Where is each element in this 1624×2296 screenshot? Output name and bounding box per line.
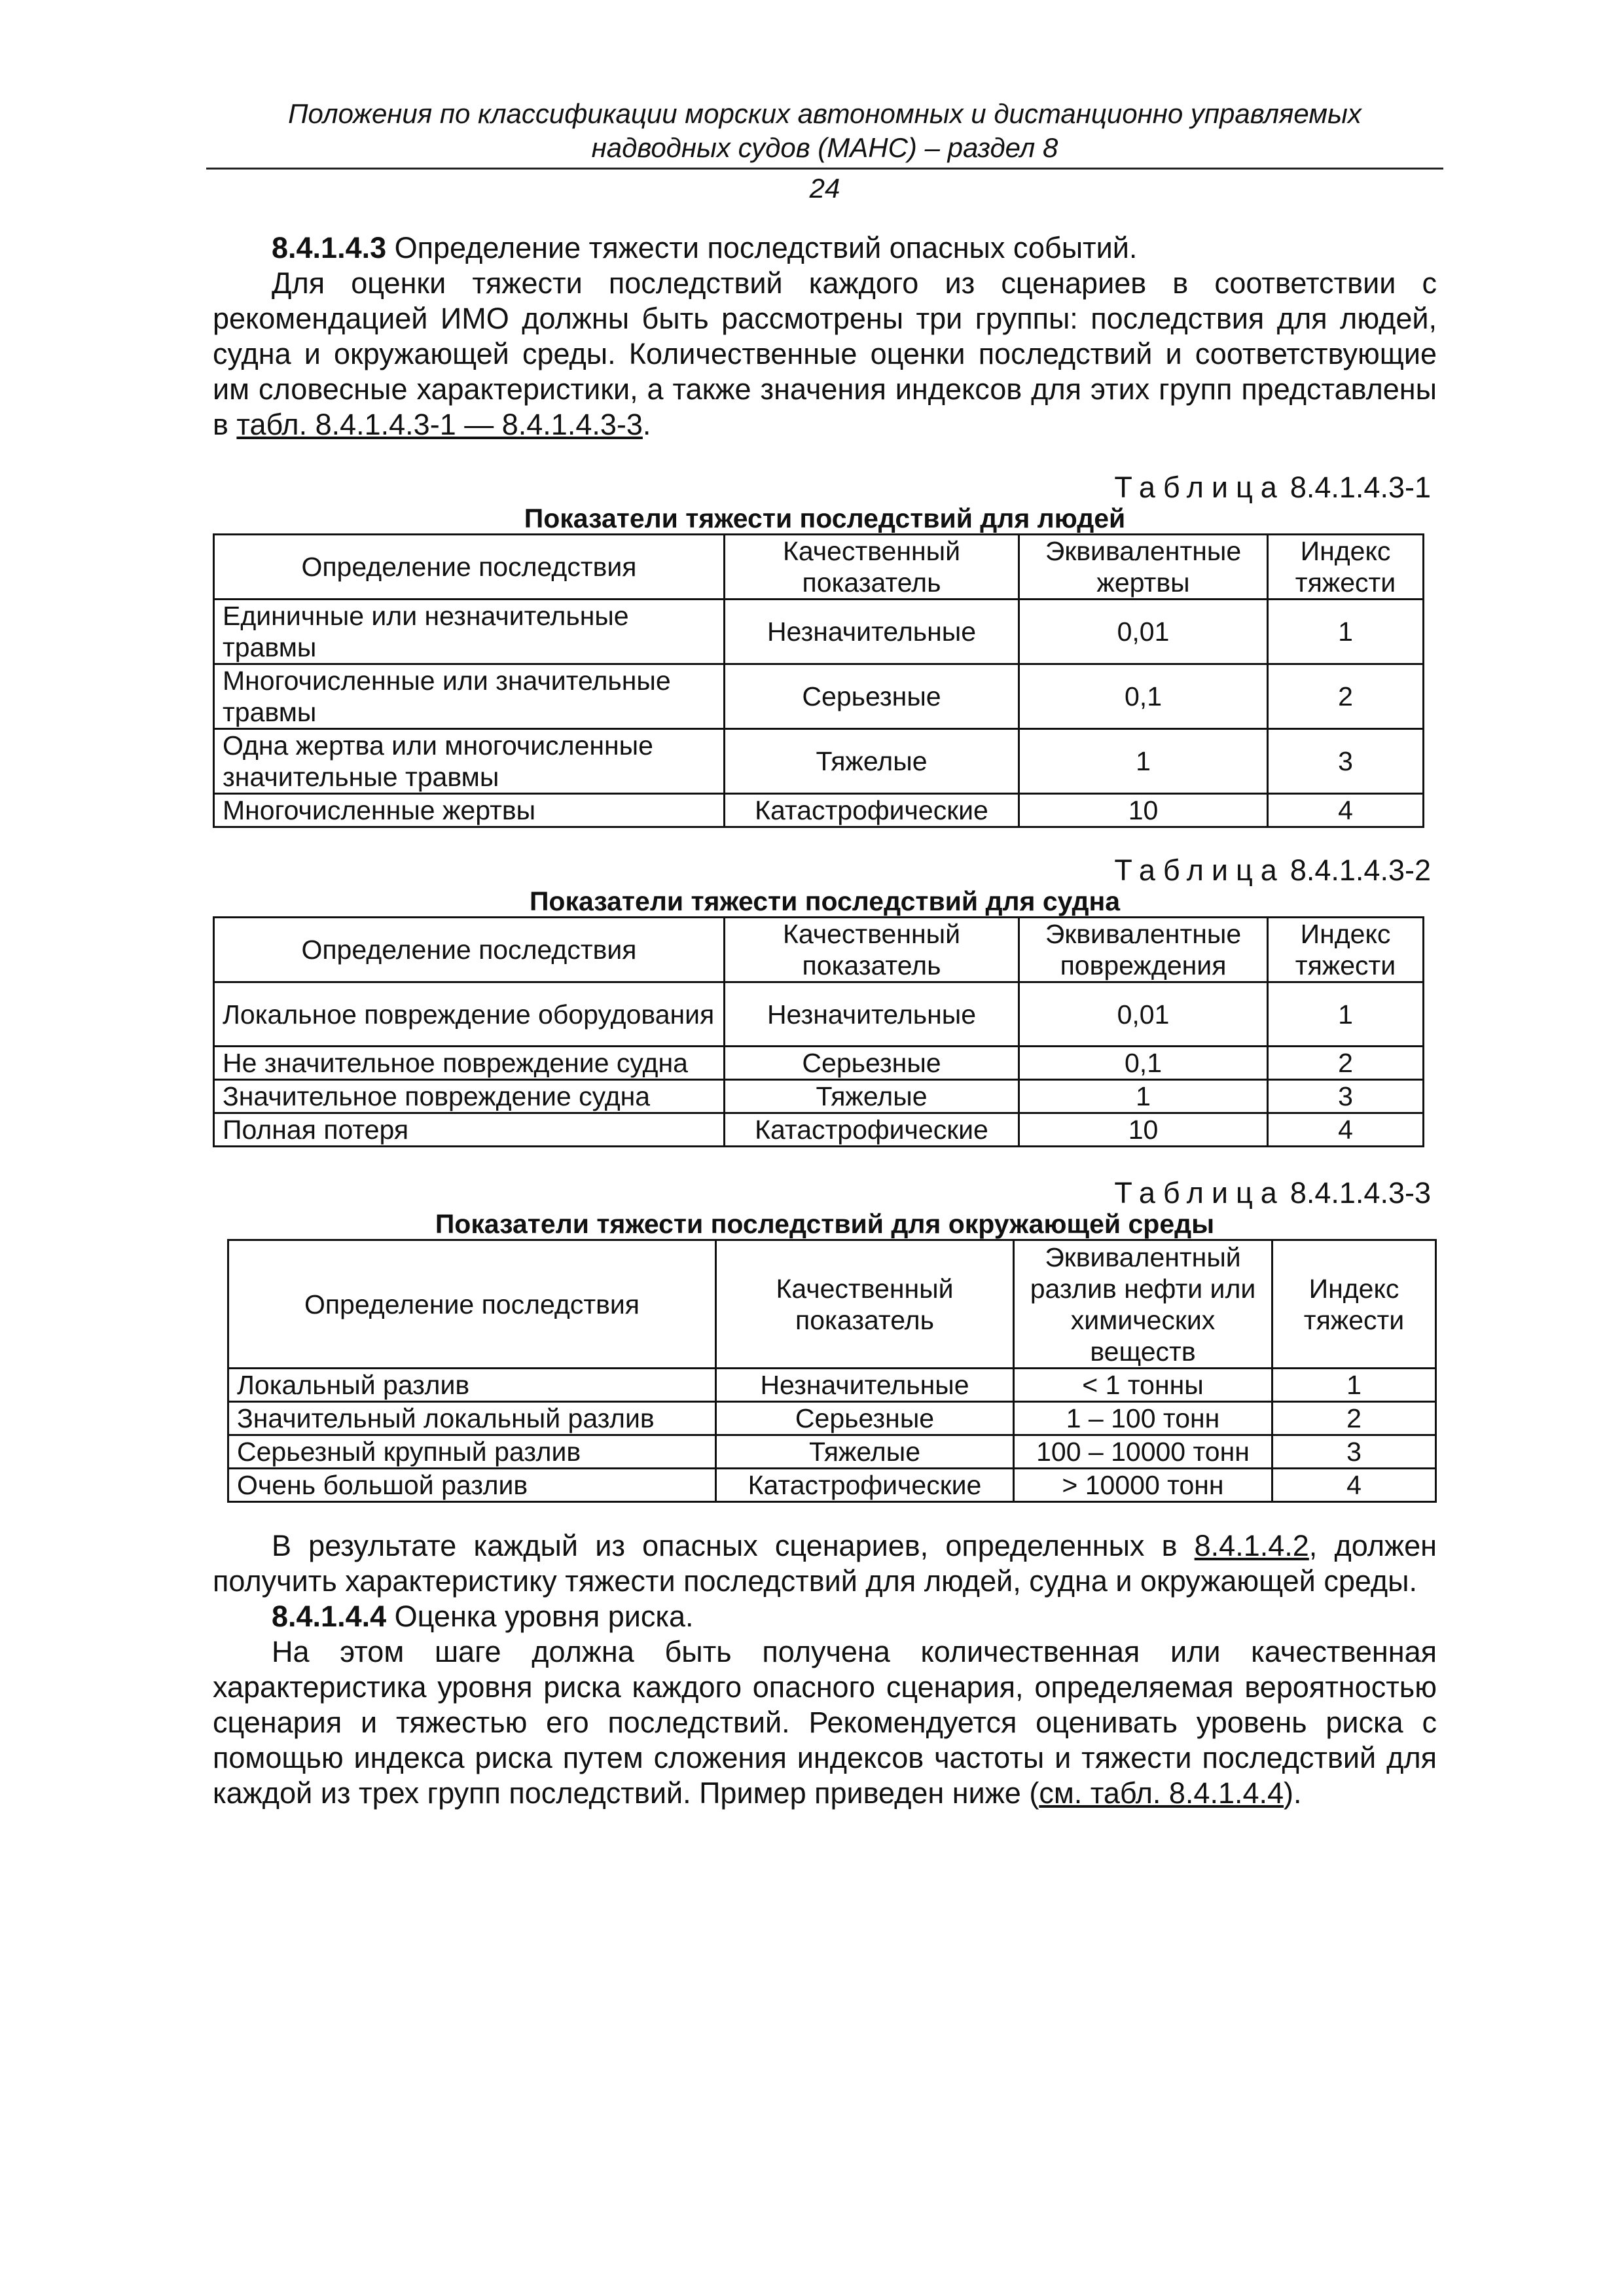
table-cell: 1 (1272, 1369, 1436, 1402)
column-header: Определение последствия (214, 918, 725, 982)
table-3-caption-number (1114, 1175, 1431, 1211)
table-cell: Серьезные (716, 1402, 1014, 1435)
result-text-after: , должен получить характеристику тяжести последствий для людей, судна и окружающей среды. (213, 1529, 1437, 1598)
table-cell: 1 (1019, 729, 1268, 794)
table-cell: Единичные или незначительные травмы (214, 600, 725, 664)
table-cell: 1 (1019, 1080, 1268, 1113)
table-cell: 1 – 100 тонн (1014, 1402, 1272, 1435)
table-cell: 0,01 (1019, 982, 1268, 1047)
table-cell: Одна жертва или многочисленные значительные травмы (214, 729, 725, 794)
table-cell: Серьезный крупный разлив (228, 1435, 716, 1469)
column-header: Качественный показатель (716, 1240, 1014, 1369)
table-cell: > 10000 тонн (1014, 1469, 1272, 1502)
section-body-end: ). (1284, 1776, 1302, 1810)
table-2-caption-number (1114, 853, 1431, 888)
table-cell: Серьезные (725, 1047, 1019, 1080)
table-cell: 3 (1268, 1080, 1424, 1113)
table-cell: 4 (1272, 1469, 1436, 1502)
table-cell: 100 – 10000 тонн (1014, 1435, 1272, 1469)
table-cell: 2 (1268, 1047, 1424, 1080)
column-header: Эквивалентные повреждения (1019, 918, 1268, 982)
table-cell: Незначительные (725, 600, 1019, 664)
column-header: Индекс тяжести (1268, 918, 1424, 982)
table-row (228, 1369, 1436, 1402)
table-cell: 3 (1268, 729, 1424, 794)
table-row (214, 729, 1424, 794)
column-header: Качественный показатель (725, 918, 1019, 982)
table-row (214, 794, 1424, 827)
table-cell: Значительный локальный разлив (228, 1402, 716, 1435)
table-label: Таблица (1114, 853, 1285, 887)
result-text-before: В результате каждый из опасных сценариев, определенных в (272, 1529, 1195, 1562)
section-heading-8-4-1-4-3 (213, 230, 1437, 266)
table-cell: Тяжелые (725, 729, 1019, 794)
table-cell: 2 (1268, 664, 1424, 729)
table-row (214, 600, 1424, 664)
section-body-text: Для оценки тяжести последствий каждого из сценариев в соответствии с рекомендацией ИМО должны быть рассмотрены три группы: последствия для людей, судна и окружающей среды. Количественные оценки последствий и соответствующие им словесные характеристики, а также значения индексов для этих групп представлены в (213, 266, 1437, 441)
table-row (228, 1402, 1436, 1435)
table-cell: < 1 тонны (1014, 1369, 1272, 1402)
table-header-row (214, 918, 1424, 982)
table-cell: 4 (1268, 1113, 1424, 1147)
table-header-row (228, 1240, 1436, 1369)
table-cell: Незначительные (725, 982, 1019, 1047)
table-1-caption-number (1114, 470, 1431, 505)
table-number: 8.4.1.4.3-1 (1290, 471, 1431, 504)
column-header: Индекс тяжести (1268, 535, 1424, 600)
section-body-8-4-1-4-4 (213, 1634, 1437, 1811)
table-reference-link[interactable]: см. табл. 8.4.1.4.4 (1039, 1776, 1284, 1810)
section-number: 8.4.1.4.4 (272, 1600, 387, 1633)
table-label: Таблица (1114, 471, 1285, 504)
column-header: Качественный показатель (725, 535, 1019, 600)
table-cell: 0,01 (1019, 600, 1268, 664)
running-header (206, 97, 1443, 165)
table-cell: Катастрофические (725, 1113, 1019, 1147)
table-cell: Локальный разлив (228, 1369, 716, 1402)
section-title: Оценка уровня риска. (386, 1600, 694, 1633)
table-1-title: Показатели тяжести последствий для людей (524, 503, 1126, 533)
header-line-1: Положения по классификации морских автономных и дистанционно управляемых (288, 98, 1362, 129)
table-cell: 10 (1019, 794, 1268, 827)
table-row (228, 1469, 1436, 1502)
header-rule (206, 168, 1443, 170)
table-cell: Тяжелые (716, 1435, 1014, 1469)
column-header: Эквивалентные жертвы (1019, 535, 1268, 600)
column-header: Определение последствия (228, 1240, 716, 1369)
table-row (214, 1047, 1424, 1080)
table-cell: Многочисленные или значительные травмы (214, 664, 725, 729)
table-cell: Многочисленные жертвы (214, 794, 725, 827)
table-cell: Не значительное повреждение судна (214, 1047, 725, 1080)
table-cell: 1 (1268, 600, 1424, 664)
table-cell: Очень большой разлив (228, 1469, 716, 1502)
result-paragraph (213, 1528, 1437, 1599)
table-cell: 4 (1268, 794, 1424, 827)
table-cell: Катастрофические (725, 794, 1019, 827)
table-cell: 0,1 (1019, 664, 1268, 729)
table-row (214, 982, 1424, 1047)
table-row (228, 1435, 1436, 1469)
table-cell: Локальное повреждение оборудования (214, 982, 725, 1047)
column-header: Эквивалентный разлив нефти или химических веществ (1014, 1240, 1272, 1369)
table-cell: 1 (1268, 982, 1424, 1047)
column-header: Определение последствия (214, 535, 725, 600)
page-number: 24 (809, 173, 840, 204)
table-cell: Катастрофические (716, 1469, 1014, 1502)
table-3-title: Показатели тяжести последствий для окружающей среды (435, 1209, 1215, 1239)
table-cell: Серьезные (725, 664, 1019, 729)
table-cell: 0,1 (1019, 1047, 1268, 1080)
table-people (213, 533, 1424, 828)
table-cell: Полная потеря (214, 1113, 725, 1147)
section-body-end: . (642, 408, 651, 441)
table-number: 8.4.1.4.3-3 (1290, 1176, 1431, 1210)
table-2-title: Показатели тяжести последствий для судна (529, 886, 1121, 916)
table-row (214, 664, 1424, 729)
table-environment (227, 1239, 1437, 1503)
table-cell: Тяжелые (725, 1080, 1019, 1113)
section-title: Определение тяжести последствий опасных событий. (386, 231, 1138, 264)
table-cell: 3 (1272, 1435, 1436, 1469)
section-number: 8.4.1.4.3 (272, 231, 387, 264)
table-cell: 2 (1272, 1402, 1436, 1435)
section-body-text: На этом шаге должна быть получена количественная или качественная характеристика уровня риска каждого опасного сценария, определяемая вероятностью сценария и тяжестью его последствий. Рекомендуется оценивать уровень риска с помощью индекса риска путем сложения индексов частоты и тяжести последствий для каждой из трех групп последствий. Пример приведен ниже ( (213, 1635, 1437, 1810)
table-row (214, 1113, 1424, 1147)
table-number: 8.4.1.4.3-2 (1290, 853, 1431, 887)
tables-reference-link[interactable]: табл. 8.4.1.4.3-1 — 8.4.1.4.3-3 (236, 408, 643, 441)
header-line-2: надводных судов (МАНС) – раздел 8 (591, 132, 1058, 163)
column-header: Индекс тяжести (1272, 1240, 1436, 1369)
section-reference-link[interactable]: 8.4.1.4.2 (1194, 1529, 1309, 1562)
table-row (214, 1080, 1424, 1113)
table-header-row (214, 535, 1424, 600)
table-cell: 10 (1019, 1113, 1268, 1147)
table-vessel (213, 916, 1424, 1147)
table-cell: Значительное повреждение судна (214, 1080, 725, 1113)
table-label: Таблица (1114, 1176, 1285, 1210)
section-body-8-4-1-4-3 (213, 266, 1437, 442)
table-cell: Незначительные (716, 1369, 1014, 1402)
section-heading-8-4-1-4-4 (213, 1599, 1437, 1634)
